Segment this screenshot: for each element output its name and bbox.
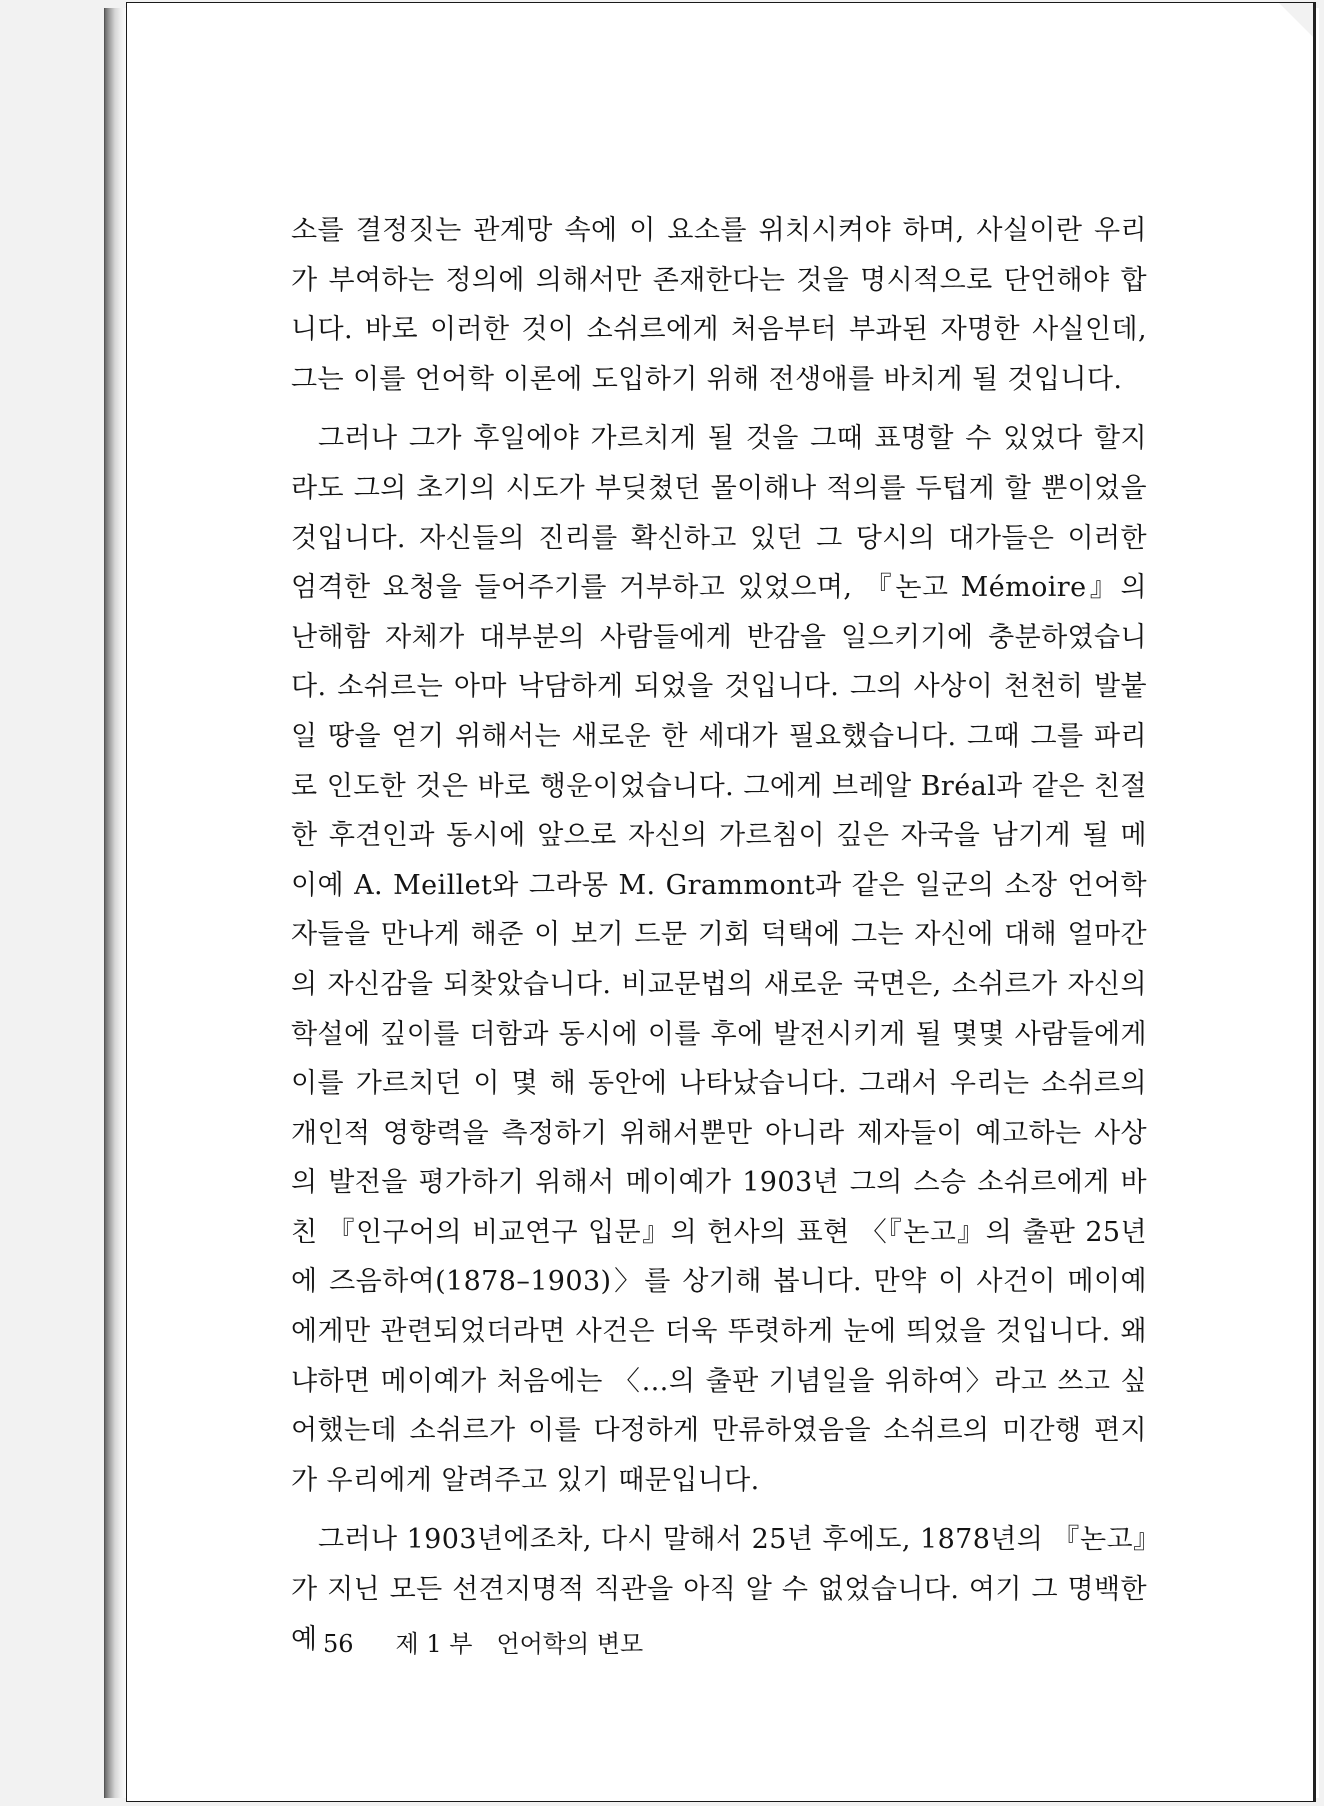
page-number: 56	[323, 1630, 354, 1658]
part-title: 언어학의 변모	[496, 1630, 644, 1658]
part-label: 제 1 부	[395, 1630, 473, 1658]
paragraph-2: 그러나 그가 후일에야 가르치게 될 것을 그때 표명할 수 있었다 할지라도 그의 초기의 시도가 부딪쳤던 몰이해나 적의를 두텁게 할 뿐이었을 것입니다. 자신들의 진리를 확신하고 있던 그 당시의 대가들은 이러한 엄격한 요청을 들어주기를 거부하고 있었으며, 『논고 Mémoire』의 난해함 자체가 대부분의 사람들에게 반감을 일으키기에 충분하였습니다. 소쉬르는 아마 낙담하게 되었을 것입니다. 그의 사상이 천천히 발붙일 땅을 얻기 위해서는 새로운 한 세대가 필요했습니다. 그때 그를 파리로 인도한 것은 바로 행운이었습니다. 그에게 브레알 Bréal과 같은 친절한 후견인과 동시에 앞으로 자신의 가르침이 깊은 자국을 남기게 될 메이예 A. Meillet와 그라몽 M. Grammont과 같은 일군의 소장 언어학자들을 만나게 해준 이 보기 드문 기회 덕택에 그는 자신에 대해 얼마간의 자신감을 되찾았습니다. 비교문법의 새로운 국면은, 소쉬르가 자신의 학설에 깊이를 더함과 동시에 이를 후에 발전시키게 될 몇몇 사람들에게 이를 가르치던 이 몇 해 동안에 나타났습니다. 그래서 우리는 소쉬르의 개인적 영향력을 측정하기 위해서뿐만 아니라 제자들이 예고하는 사상의 발전을 평가하기 위해서 메이예가 1903년 그의 스승 소쉬르에게 바친 『인구어의 비교연구 입문』의 헌사의 표현 〈『논고』의 출판 25년에 즈음하여(1878–1903)〉를 상기해 봅니다. 만약 이 사건이 메이예에게만 관련되었더라면 사건은 더욱 뚜렷하게 눈에 띄었을 것입니다. 왜냐하면 메이예가 처음에는 〈…의 출판 기념일을 위하여〉라고 쓰고 싶어했는데 소쉬르가 이를 다정하게 만류하였음을 소쉬르의 미간행 편지가 우리에게 알려주고 있기 때문입니다.	[291, 423, 1147, 1496]
paragraph-3: 그러나 1903년에조차, 다시 말해서 25년 후에도, 1878년의 『논고』가 지닌 모든 선견지명적 직관을 아직 알 수 없었습니다. 여기 그 명백한 예	[291, 1524, 1147, 1655]
page-corner-fold	[1279, 3, 1313, 37]
page-footer	[323, 1624, 643, 1659]
paragraph-1: 소를 결정짓는 관계망 속에 이 요소를 위치시켜야 하며, 사실이란 우리가 부여하는 정의에 의해서만 존재한다는 것을 명시적으로 단언해야 합니다. 바로 이러한 것이 소쉬르에게 처음부터 부과된 자명한 사실인데, 그는 이를 언어학 이론에 도입하기 위해 전생애를 바치게 될 것입니다.	[291, 215, 1147, 395]
body-text	[291, 206, 1147, 1664]
book-page	[126, 2, 1316, 1802]
